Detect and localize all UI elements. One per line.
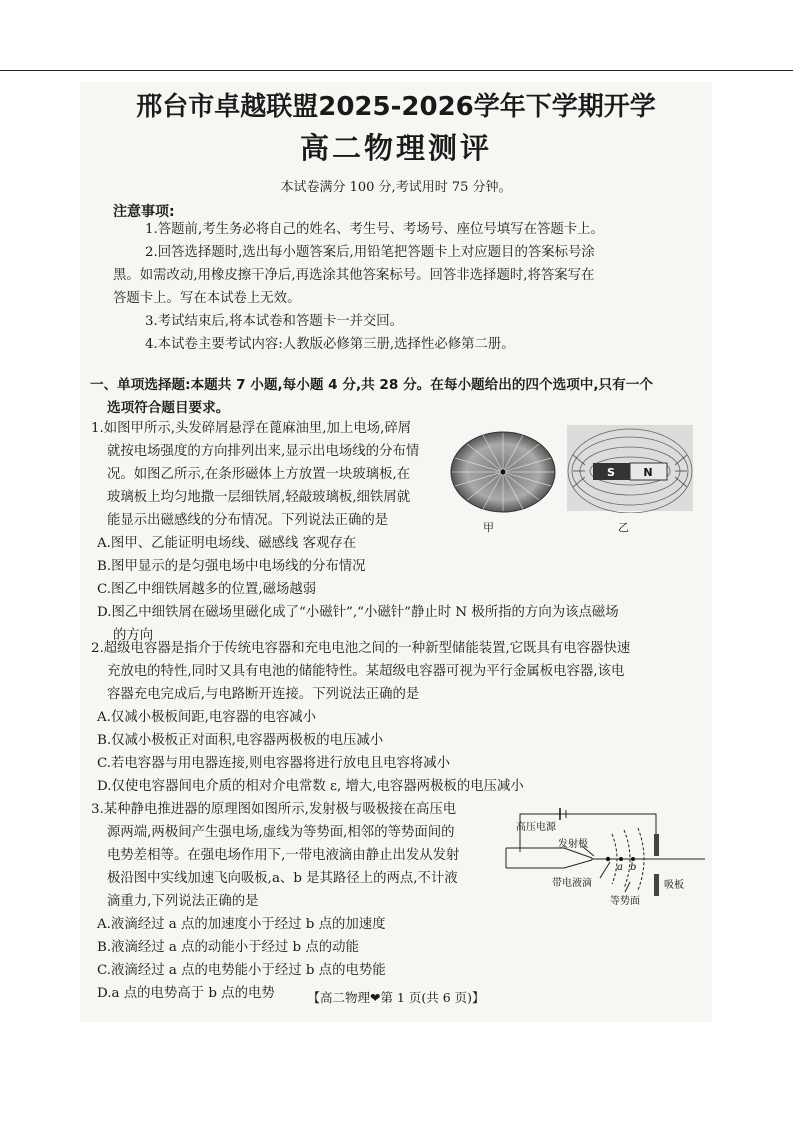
q2-option-d: D.仅使电容器间电介质的相对介电常数 ε, 增大,电容器两极板的电压减小	[97, 779, 524, 794]
equipotential-label: 等势面	[610, 896, 640, 907]
figure-jia-label: 甲	[483, 521, 494, 534]
q2-option-a: A.仅减小极板间距,电容器的电容减小	[97, 710, 317, 725]
q1-option-d: D.图乙中细铁屑在磁场里磁化成了“小磁针”,“小磁针”静止时 N 极所指的方向为该点磁场	[97, 605, 619, 620]
exam-subtitle: 本试卷满分 100 分,考试用时 75 分钟。	[280, 180, 512, 195]
figure-electrostatic-thruster	[500, 800, 710, 910]
notice-line: 答题卡上。写在本试卷上无效。	[113, 291, 301, 306]
q1-option-b: B.图甲显示的是匀强电场中电场线的分布情况	[97, 559, 366, 574]
q1-stem-line: 玻璃板上均匀地撒一层细铁屑,轻敲玻璃板,细铁屑就	[107, 490, 411, 505]
q2-stem-line: 2.超级电容器是指介于传统电容器和充电电池之间的一种新型储能装置,它既具有电容器快速	[91, 641, 631, 656]
q2-option-c: C.若电容器与用电器连接,则电容器将进行放电且电容将减小	[97, 756, 451, 771]
q3-option-c: C.液滴经过 a 点的电势能小于经过 b 点的电势能	[97, 963, 386, 978]
figure-yi-label: 乙	[618, 521, 629, 534]
q1-stem-line: 能显示出磁感线的分布情况。下列说法正确的是	[107, 513, 389, 528]
q3-stem-line: 源两端,两极间产生强电场,虚线为等势面,相邻的等势面间的	[107, 825, 455, 840]
section-heading-cont: 选项符合题目要求。	[107, 400, 230, 416]
notice-line: 4.本试卷主要考试内容:人教版必修第三册,选择性必修第二册。	[145, 337, 515, 352]
page-footer: 【高二物理❤第 1 页(共 6 页)】	[307, 990, 485, 1005]
plate-label: 吸板	[664, 880, 684, 891]
section-heading: 一、单项选择题:本题共 7 小题,每小题 4 分,共 28 分。在每小题给出的四个选项中,只有一个	[90, 377, 653, 393]
q1-option-a: A.图甲、乙能证明电场线、磁感线 客观存在	[97, 536, 357, 551]
q1-stem-line: 就按电场强度的方向排列出来,显示出电场线的分布情	[107, 444, 420, 459]
notice-line: 1.答题前,考生务必将自己的姓名、考生号、考场号、座位号填写在答题卡上。	[145, 222, 604, 237]
q3-option-b: B.液滴经过 a 点的动能小于经过 b 点的动能	[97, 940, 359, 955]
magnet-n-label: N	[643, 466, 653, 479]
droplet-label: 带电液滴	[552, 878, 592, 889]
notice-title: 注意事项:	[113, 204, 175, 220]
q1-stem-line: 况。如图乙所示,在条形磁体上方放置一块玻璃板,在	[107, 467, 411, 482]
top-rule	[0, 70, 793, 71]
q3-stem-line: 电势差相等。在强电场作用下,一带电液滴由静止出发从发射	[107, 848, 460, 863]
q3-option-d: D.a 点的电势高于 b 点的电势	[97, 986, 275, 1001]
notice-line: 2.回答选择题时,选出每小题答案后,用铅笔把答题卡上对应题目的答案标号涂	[145, 245, 595, 260]
q3-option-a: A.液滴经过 a 点的加速度小于经过 b 点的加速度	[97, 917, 386, 932]
point-b-label: b	[630, 862, 637, 873]
q2-option-b: B.仅减小极板正对面积,电容器两极板的电压减小	[97, 733, 384, 748]
magnet-s-label: S	[607, 466, 615, 479]
exam-title-line2: 高二物理测评	[299, 131, 492, 165]
figure-yi-magnetic-field	[565, 423, 695, 513]
q2-stem-line: 容器充电完成后,与电路断开连接。下列说法正确的是	[107, 687, 420, 702]
emitter-label: 发射极	[558, 839, 588, 850]
notice-line: 黑。如需改动,用橡皮擦干净后,再选涂其他答案标号。回答非选择题时,将答案写在	[113, 268, 595, 283]
power-label: 高压电源	[516, 822, 556, 833]
point-a-label: a	[617, 862, 623, 873]
q1-stem-line: 1.如图甲所示,头发碎屑悬浮在蓖麻油里,加上电场,碎屑	[91, 421, 412, 436]
exam-title-line1: 邢台市卓越联盟2025-2026学年下学期开学	[136, 92, 656, 122]
q1-option-d-cont: 的方向	[113, 628, 154, 643]
figure-jia-electric-field	[448, 430, 558, 515]
q3-stem-line: 极沿图中实线加速飞向吸板,a、b 是其路径上的两点,不计液	[107, 871, 458, 886]
q3-stem-line: 3.某种静电推进器的原理图如图所示,发射极与吸极接在高压电	[91, 802, 457, 817]
q3-stem-line: 滴重力,下列说法正确的是	[107, 894, 259, 909]
q1-option-c: C.图乙中细铁屑越多的位置,磁场越弱	[97, 582, 317, 597]
notice-line: 3.考试结束后,将本试卷和答题卡一并交回。	[145, 314, 404, 329]
q2-stem-line: 充放电的特性,同时又具有电池的储能特性。某超级电容器可视为平行金属板电容器,该电	[107, 664, 625, 679]
